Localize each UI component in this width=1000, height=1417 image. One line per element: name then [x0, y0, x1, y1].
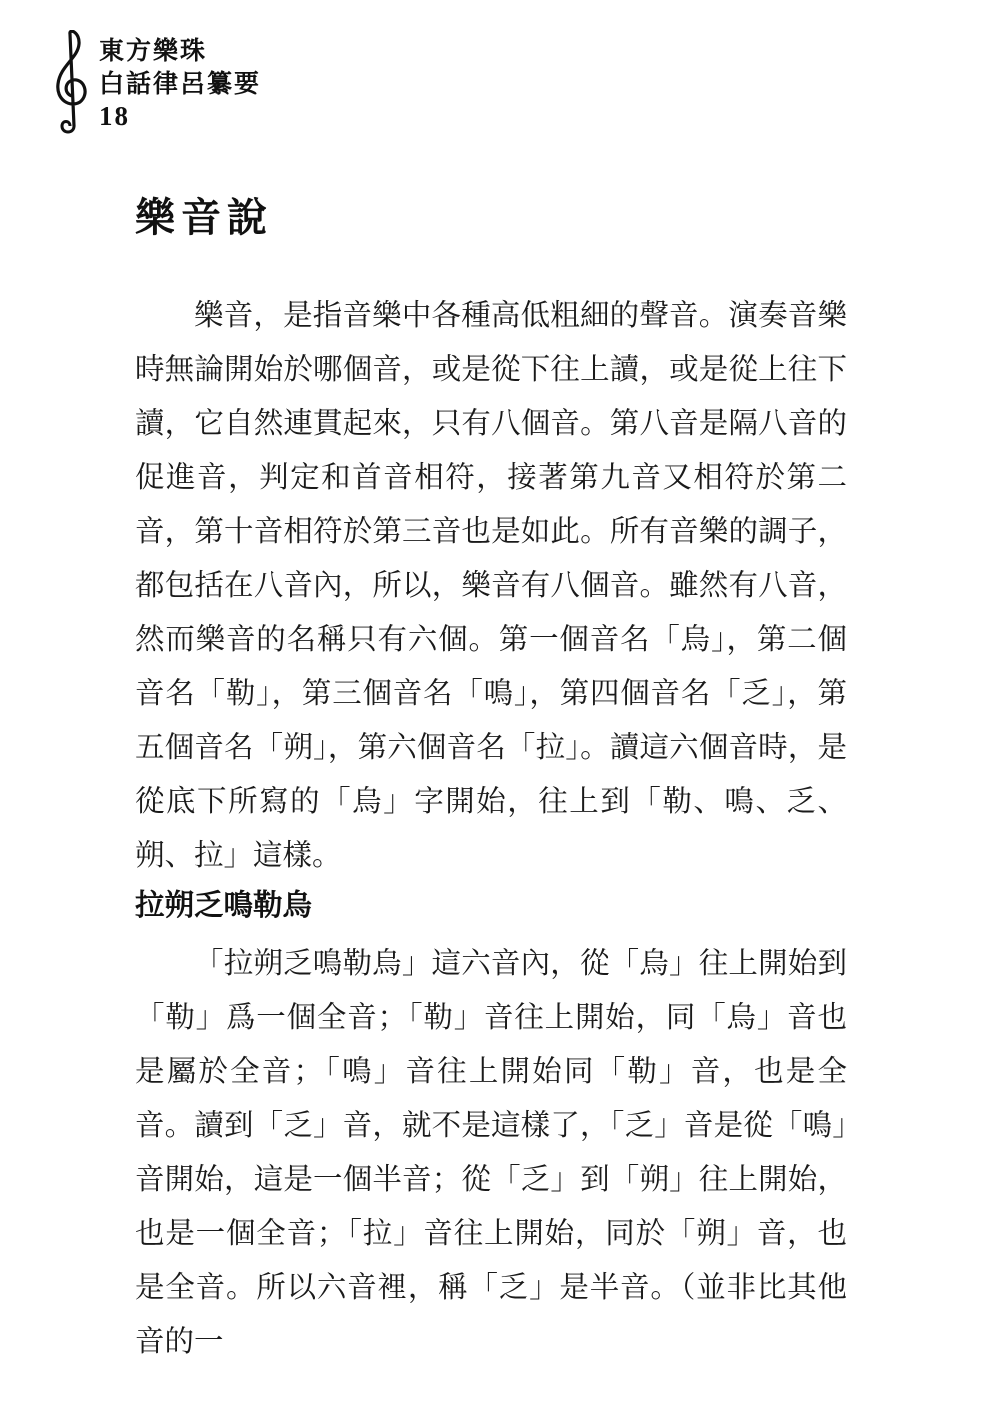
paragraph: 「拉朔乏鳴勒烏」這六音內，從「烏」往上開始到「勒」爲一個全音；「勒」音往上開始，同「烏」音也是屬於全音；「鳴」音往上開始同「勒」音，也是全音。讀到「乏」音，就不是這樣了，「乏」音是從「鳴」音開始，這是一個半音；從「乏」到「朔」往上開始，也是一個全音；「拉」音往上開始，同於「朔」音，也是全音。所以六音裡，稱「乏」是半音。（並非比其他音的一: [135, 946, 847, 1358]
page-number: 18: [99, 101, 130, 131]
subheading: 拉朔乏鳴勒烏: [135, 887, 313, 922]
book-series-title: 東方樂珠: [99, 36, 208, 65]
body-block-1: [135, 288, 847, 882]
page-header: [52, 30, 312, 140]
paragraph: 樂音，是指音樂中各種高低粗細的聲音。演奏音樂時無論開始於哪個音，或是從下往上讀，或是從上往下讀，它自然連貫起來，只有八個音。第八音是隔八音的促進音，判定和首音相符，接著第九音又相符於第二音，第十音相符於第三音也是如此。所有音樂的調子，都包括在八音內，所以，樂音有八個音。雖然有八音，然而樂音的名稱只有六個。第一個音名「烏」，第二個音名「勒」，第三個音名「鳴」，第四個音名「乏」，第五個音名「朔」，第六個音名「拉」。讀這六個音時，是從底下所寫的「烏」字開始，往上到「勒、鳴、乏、朔、拉」這樣。: [135, 298, 847, 872]
book-title: 白話律呂纂要: [99, 69, 262, 98]
treble-clef-icon: [52, 30, 92, 134]
body-block-2: [135, 936, 847, 1368]
section-title: 樂音說: [135, 194, 273, 241]
